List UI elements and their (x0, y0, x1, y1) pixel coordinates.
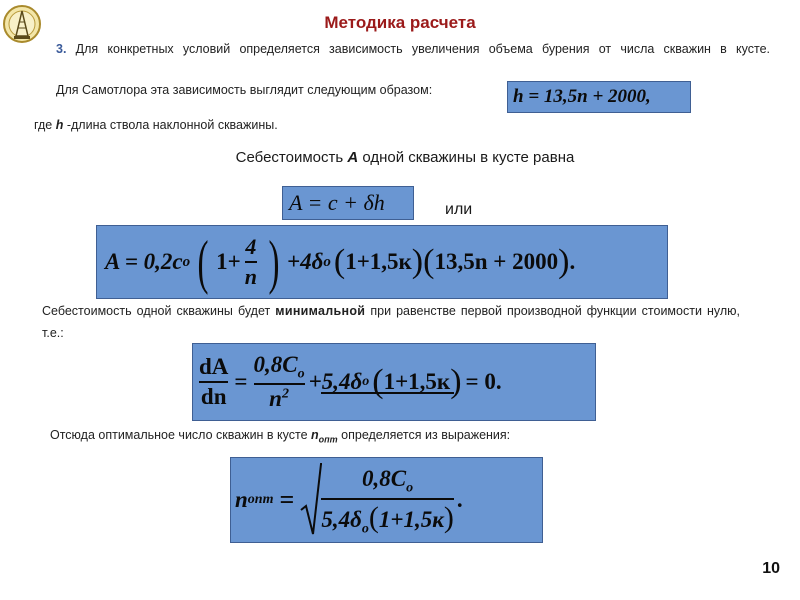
frac-den: n (269, 386, 282, 412)
sqrt-expression (300, 462, 454, 538)
text-pre: Отсюда оптимальное число скважин в кусте (50, 428, 312, 442)
deriv-tail: = 0. (465, 369, 502, 394)
eq-A-sub-o: o (182, 253, 191, 270)
eq-A-paren3: 13,5n + 2000 (434, 249, 559, 274)
paragraph-where-h (34, 117, 278, 134)
equation-A-long-box (96, 225, 668, 299)
equals-sign: = (279, 485, 295, 514)
paren-open-1: ( (197, 228, 209, 295)
equation-h-box (507, 81, 691, 113)
frac-num: 0,8C (362, 466, 407, 492)
fraction-4-n (245, 234, 257, 290)
frac-den-pre: 5,4δ (321, 507, 362, 532)
frac-den-sub: o (361, 521, 369, 537)
var-h: h (55, 118, 64, 132)
frac-num: 0,8C (253, 351, 298, 377)
paren-open: ( (372, 363, 384, 400)
deriv-num: dA (199, 354, 229, 379)
paragraph-minimal-cost (42, 300, 740, 344)
text-pre: Себестоимость одной скважины будет (42, 304, 276, 318)
eq-A-end: . (569, 249, 576, 274)
paren-open-3: ( (423, 243, 435, 280)
or-word: или (445, 201, 473, 218)
paren-close: ) (450, 363, 462, 400)
equation-A-long (105, 226, 575, 298)
var-n-sub: опт (318, 434, 338, 445)
frac-den: n (244, 264, 257, 289)
cost-sentence (0, 149, 800, 166)
paragraph-samotlor: Для Самотлора эта зависимость выглядит следующим образом: (56, 83, 433, 97)
paren-open-2: ( (333, 243, 346, 280)
nopt-sub: опт (247, 492, 274, 507)
paragraph-text: Для конкретных условий определяется зависимость увеличения объема бурения от числа скважин в кусте. (66, 42, 770, 56)
frac-num-sub: o (406, 481, 414, 496)
eq-A-paren2: 1+1,5к (345, 249, 412, 274)
eq-A-sub-o2: o (323, 253, 331, 270)
eq-A-plus4d: +4δ (286, 249, 324, 274)
paren-close-3: ) (558, 243, 570, 280)
deriv-sub-o: o (362, 374, 370, 389)
equation-A-short-box (282, 186, 414, 220)
frac-den-sup: 2 (281, 386, 289, 402)
deriv-paren: 1+1,5к (383, 369, 451, 394)
paren-close-2: ) (411, 243, 424, 280)
equals-sign: = (234, 369, 248, 394)
text-bold-minimal: минимальной (275, 304, 366, 318)
nopt-end: . (456, 487, 463, 512)
text-lead: где (34, 118, 56, 132)
fraction-bar (199, 381, 228, 383)
cost-pre: Себестоимость (235, 149, 348, 166)
text-post: при равенстве первой производной функции стоимости нулю, т.е.: (42, 304, 740, 340)
slide-title: Методика расчета (324, 13, 476, 32)
page-number: 10 (762, 560, 780, 577)
frac-den-paren: 1+1,5к (378, 507, 444, 532)
equation-nopt-box (230, 457, 543, 543)
deriv-den: dn (200, 384, 227, 409)
item-number: 3. (56, 42, 67, 56)
frac-num-sub: o (297, 366, 305, 382)
fraction-bar (245, 261, 257, 263)
fraction-dA-dn (199, 354, 228, 410)
text-rest: -длина ствола наклонной скважины. (63, 118, 278, 132)
equation-A-short: A = c + δh (289, 190, 385, 215)
equation-h: h = 13,5n + 2000, (513, 86, 651, 107)
eq-A-lhs: A = 0,2c (105, 249, 183, 274)
text-post: определяется из выражения: (337, 428, 511, 442)
sqrt-icon (300, 462, 322, 538)
fraction-bar (254, 383, 305, 385)
var-A: A (347, 149, 359, 166)
deriv-plus: +5,4δ (308, 369, 363, 394)
eq-A-one-plus: 1+ (216, 249, 241, 274)
var-n: n (311, 428, 319, 442)
fraction-bar (321, 498, 454, 500)
paragraph-dependency (34, 41, 770, 58)
nopt-n: n (235, 487, 248, 512)
equation-nopt (235, 458, 463, 542)
cost-post: одной скважины в кусте равна (358, 149, 575, 166)
paren-close-1: ) (268, 228, 280, 295)
fraction-nopt: $0,8C_o$ $5,4\delta_o(1+1,5к)$ (321, 466, 454, 537)
frac-num: 4 (245, 234, 257, 259)
fraction-08C-n2 (254, 352, 305, 413)
